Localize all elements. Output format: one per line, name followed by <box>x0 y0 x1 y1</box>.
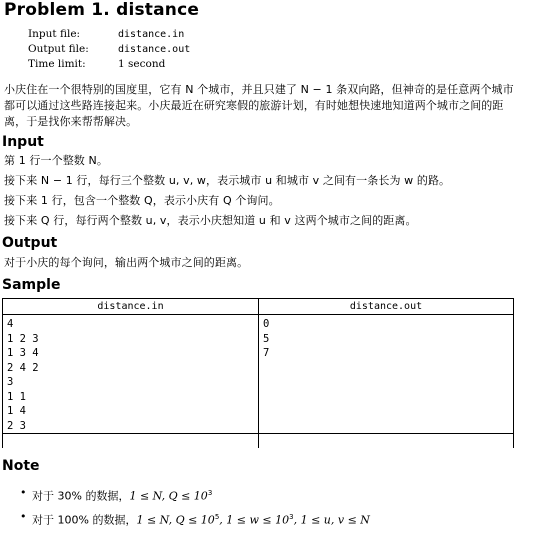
input-line-2: 接下来 N − 1 行，每行三个整数 u, v, w，表示城市 u 和城市 v 之间有一条长为 w 的路。 <box>4 174 451 187</box>
sample-table <box>2 298 514 448</box>
problem-meta <box>28 27 190 72</box>
note-item-1-math: 1 ≤ N, Q ≤ 10 <box>129 489 208 503</box>
sample-in-line: 1 3 4 <box>7 347 39 359</box>
sample-out-line: 0 <box>263 318 270 330</box>
note-item-1-sup: 3 <box>207 489 213 497</box>
output-line-1: 对于小庆的每个询问，输出两个城市之间的距离。 <box>4 256 249 269</box>
sample-in-line: 4 <box>7 318 14 330</box>
sample-in-line: 2 3 <box>7 419 26 432</box>
sample-in-cell <box>3 315 259 434</box>
sample-out-line: 5 <box>263 332 270 345</box>
sample-in-line: 1 2 3 <box>7 332 39 345</box>
note-list <box>20 485 370 533</box>
note-item-2 <box>20 509 370 533</box>
description-line-3: 离，于是找你来帮帮解决。 <box>4 115 138 128</box>
bullet-icon: • <box>20 510 27 523</box>
sample-out-cell <box>259 315 514 434</box>
description-line-2: 都可以通过这些路连接起来。小庆最近在研究寒假的旅游计划，有时她想快速地知道两个城市之间的距 <box>4 99 504 112</box>
output-section <box>4 255 532 271</box>
time-limit-label: Time limit: <box>28 58 86 70</box>
problem-description <box>4 82 532 130</box>
sample-in-line: 2 4 2 <box>7 361 39 374</box>
output-file-value: distance.out <box>118 44 191 55</box>
input-section <box>4 153 532 233</box>
problem-title: Problem 1. distance <box>4 0 200 20</box>
sample-in-footer <box>3 434 259 449</box>
time-limit-value: 1 second <box>118 58 166 70</box>
description-line-1: 小庆住在一个很特别的国度里，它有 N 个城市，并且只建了 N − 1 条双向路，但神奇的是任意两个城市 <box>4 83 514 96</box>
note-item-2-prefix: 对于 100% 的数据， <box>32 513 137 527</box>
output-file-row <box>28 42 190 57</box>
sample-in-header: distance.in <box>3 299 259 315</box>
output-heading: Output <box>2 235 58 251</box>
sample-out-line: 7 <box>263 347 270 359</box>
input-line-1: 第 1 行一个整数 N。 <box>4 154 108 167</box>
note-heading: Note <box>2 458 40 474</box>
input-file-row <box>28 27 190 42</box>
input-file-label: Input file: <box>28 28 81 40</box>
input-file-value: distance.in <box>118 29 185 40</box>
sample-out-header: distance.out <box>259 299 514 315</box>
sample-out-footer <box>259 434 514 449</box>
note-item-2-math-c: , 1 ≤ u, v ≤ N <box>293 513 370 527</box>
input-line-3: 接下来 1 行，包含一个整数 Q，表示小庆有 Q 个询问。 <box>4 194 280 207</box>
output-file-label: Output file: <box>28 43 89 55</box>
sample-in-line: 1 4 <box>7 405 26 417</box>
note-item-2-math-a: 1 ≤ N, Q ≤ 10 <box>136 513 215 527</box>
note-item-2-sup-a: 5 <box>214 513 220 521</box>
input-heading: Input <box>2 134 44 150</box>
input-line-4: 接下来 Q 行，每行两个整数 u, v，表示小庆想知道 u 和 v 这两个城市之间的距离。 <box>4 214 417 227</box>
time-limit-row <box>28 57 190 72</box>
note-item-1-prefix: 对于 30% 的数据， <box>32 489 130 503</box>
note-item-1 <box>20 485 370 509</box>
bullet-icon: • <box>20 486 27 499</box>
sample-heading: Sample <box>2 277 61 293</box>
note-item-2-math-b: , 1 ≤ w ≤ 10 <box>219 513 290 527</box>
note-item-2-sup-b: 3 <box>289 513 294 521</box>
sample-in-line: 1 1 <box>7 390 26 403</box>
sample-in-line: 3 <box>7 376 14 388</box>
